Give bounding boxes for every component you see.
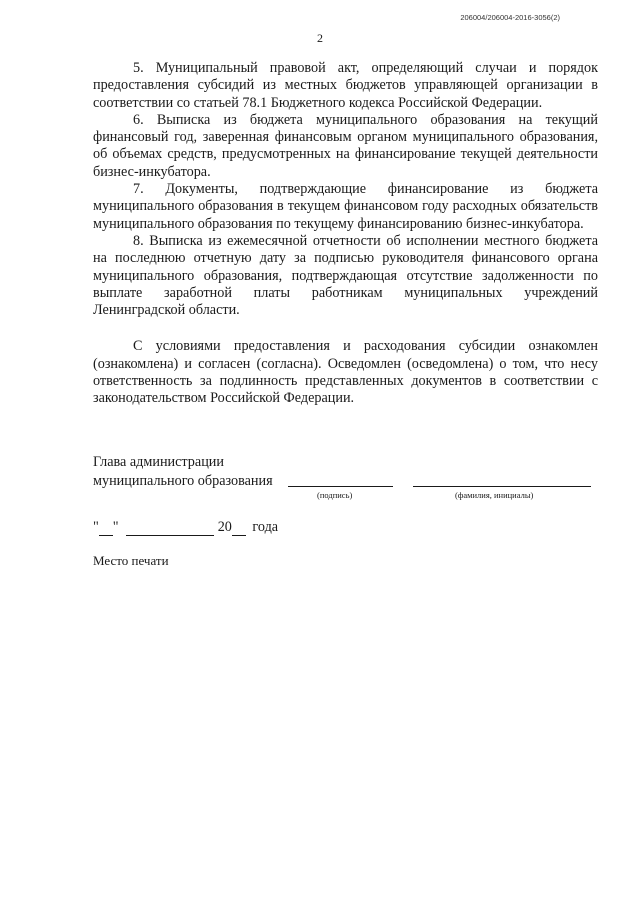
name-line xyxy=(413,486,591,487)
signatory-title-line2: муниципального образования xyxy=(93,472,273,489)
signatory-title xyxy=(93,453,273,490)
paragraph-item-5: 5. Муниципальный правовой акт, определяющий случаи и порядок предоставления субсидий из местных бюджетов управляющей организации в соответствии со статьей 78.1 Бюджетного кодекса Российской Федерации. xyxy=(93,60,598,111)
year-blank xyxy=(232,521,246,536)
paragraph-spacer xyxy=(93,319,598,338)
page-number: 2 xyxy=(317,31,323,45)
year-suffix: года xyxy=(252,519,279,535)
year-prefix: 20 xyxy=(217,519,232,535)
document-body xyxy=(93,60,598,408)
acknowledgement-paragraph: С условиями предоставления и расходования субсидии ознакомлен (ознакомлена) и согласен (согласна). Осведомлен (осведомлена) о том, что несу ответственность за подлинность представленных документов в соответствии с законодательством Российской Федерации. xyxy=(93,338,598,407)
paragraph-item-6: 6. Выписка из бюджета муниципального образования на текущий финансовый год, заверенная финансовым органом муниципального образования, об объемах средств, предусмотренных на финансирование текущей деятельности бизнес-инкубатора. xyxy=(93,111,598,180)
day-blank xyxy=(99,521,113,536)
date-close-quote: " xyxy=(112,519,119,535)
name-caption: (фамилия, инициалы) xyxy=(455,490,534,500)
date-open-quote: " xyxy=(93,519,99,535)
document-code: 206004/206004-2016-3056(2) xyxy=(460,13,560,22)
date-line xyxy=(93,518,278,536)
stamp-place-label: Место печати xyxy=(93,553,169,568)
month-blank xyxy=(126,521,214,536)
signature-line xyxy=(288,486,393,487)
signatory-title-line1: Глава администрации xyxy=(93,454,224,470)
paragraph-item-8: 8. Выписка из ежемесячной отчетности об исполнении местного бюджета на последнюю отчетную дату за подписью руководителя финансового органа муниципального образования, подтверждающая отсутствие задолженности по выплате заработной платы работникам муниципальных учреждений Ленинградской области. xyxy=(93,232,598,319)
signature-caption: (подпись) xyxy=(317,490,353,500)
paragraph-item-7: 7. Документы, подтверждающие финансирование из бюджета муниципального образования в текущем финансовом году расходных обязательств муниципального образования по текущему финансированию бизнес-инкубатора. xyxy=(93,181,598,232)
